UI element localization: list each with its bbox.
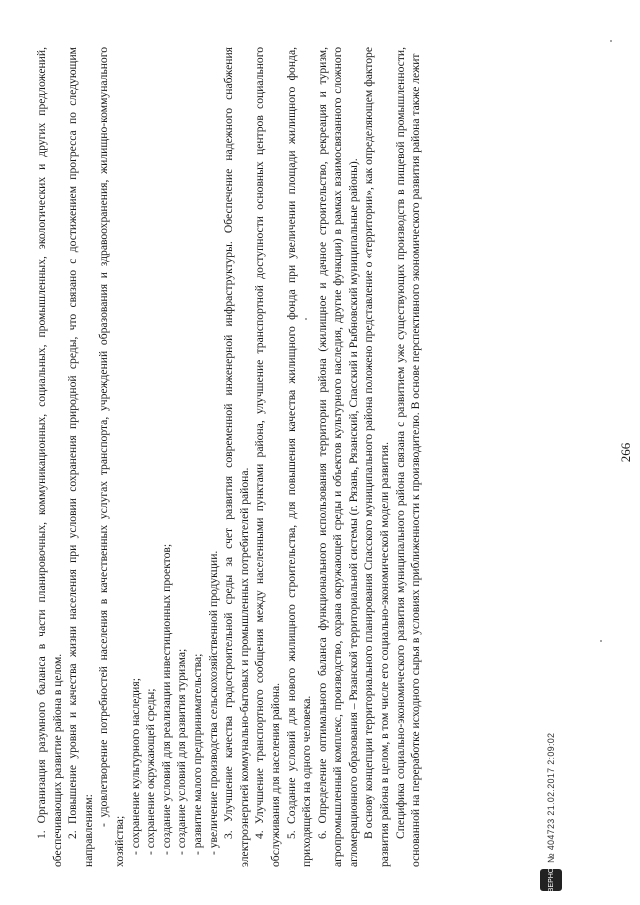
document-body [34,47,424,867]
list-item: - сохранение окружающей среды; [144,688,158,855]
registration-stamp [540,733,562,891]
scan-speck [600,640,602,642]
paragraph-specifics: Специфика социально-экономического развития муниципального района связана с развитием уже существующих производств в пищевой промышленности, основанной на переработке исходного сырья в условиях приближенности к производителю. В основе перспективного экономического развития района также лежит [393,47,423,867]
list-item: - создание условий для развития туризма; [175,648,189,855]
list-item: - сохранение культурного наследия; [128,678,142,855]
list-item: - удовлетворение потребностей населения в качественных услугах транспорта, учреждений образования и здравоохранения, жилищно-коммунального хозяйства; [97,47,126,867]
list-item: - создание условий для реализации инвестиционных проектов; [159,543,173,855]
seal-label: ВЕРНО [547,867,555,893]
paragraph-2: 2. Повышение уровня и качества жизни населения при условии сохранения природной среды, что связано с достижением прогресса по следующим направлениям: [66,47,95,867]
paragraph-concept: В основу концепции территориального планирования Спасского муниципального района положено представление о «территории», как определяющем факторе развития района в целом, в том числе его социально-экономической модели развития. [362,47,392,867]
paragraph-6: 6. Определение оптимального баланса функционального использования территории района (жилищное и дачное строительство, рекреация и туризм, агропромышленный комплекс, производство, охрана окружающей среды и объектов культурного наследия, другие функции) в рамках взаимосвязанного сложного агломерационного образования – Рязанской территориальной системы (г. Рязань, Рязанский, Спасский и Рыбновский муниципальные районы). [315,47,360,867]
paragraph-1: 1. Организация разумного баланса в части планировочных, коммуникационных, социальных, промышленных, экологических и других предложений, обеспечивающих развитие района в целом. [35,47,64,867]
paragraph-4: 4. Улучшение транспортного сообщения между населенными пунктами района, улучшение транспортной доступности основных центров социального обслуживания для населения района. [253,47,282,867]
stamp-text: № 404723 21.02.2017 2:09:02 [546,732,556,863]
list-item: - развитие малого предпринимательства; [190,653,204,855]
seal-icon [540,869,562,891]
paragraph-5: 5. Создание условий для нового жилищного строительства, для повышения качества жилищного фонда при увеличении площади жилищного фонда, приходящейся на одного человека. [284,47,314,867]
page-number: 266 [618,442,633,463]
scan-speck [305,318,307,320]
scan-speck [610,40,612,42]
paragraph-3: 3. Улучшение качества градостроительной среды за счет развития современной инженерной инфраструктуры. Обеспечение надежного снабжения электроэнергией коммунально-бытовых и промышленных потребителей района. [222,47,251,867]
list-item: - увеличение производства сельскохозяйственной продукции. [206,550,220,855]
